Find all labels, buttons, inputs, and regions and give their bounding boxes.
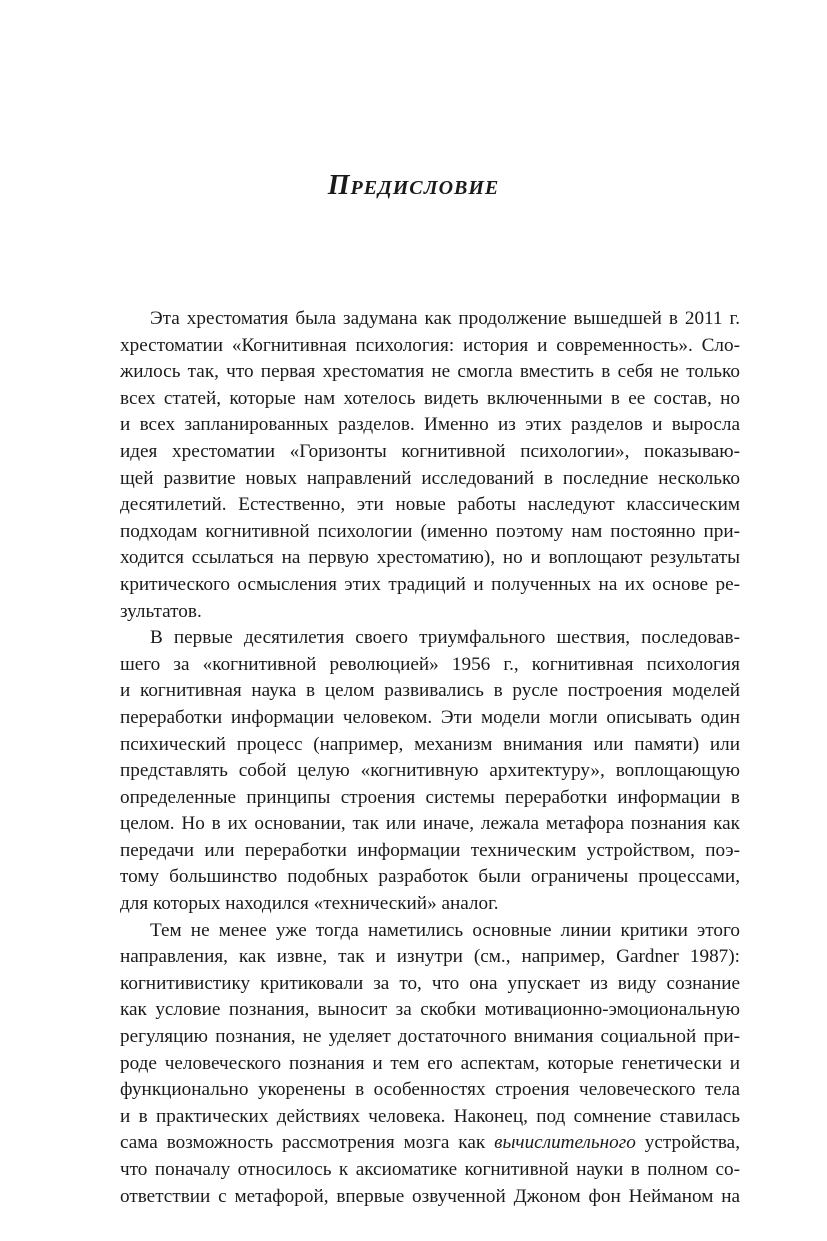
text-line: жилось так, что первая хрестоматия не смогла вместить в себя не только [120,361,740,383]
text-line: подходам когнитивной психологии (именно поэтому нам постоянно при- [120,520,740,542]
text-line: ответствии с метафорой, впервые озвученной Джоном фон Нейманом на [120,1185,740,1207]
text-line: переработки информации человеком. Эти модели могли описывать один [120,706,740,728]
body-text [90,306,740,1210]
text-line: всех статей, которые нам хотелось видеть включенными в ее состав, но [120,387,740,409]
text-line: Эта хрестоматия была задумана как продолжение вышедшей в 2011 г. [150,308,740,329]
text-line: определенные принципы строения системы переработки информации в [120,786,740,808]
text-line: и в практических действиях человека. Наконец, под сомнение ставилась [120,1105,740,1127]
emphasis-word: вычислительного [494,1132,636,1154]
page-title: Предисловие [327,170,500,201]
text-fragment: сама возможность рассмотрения мозга как [120,1132,495,1154]
text-line: и когнитивная наука в целом развивались в русле построения моделей [120,680,740,702]
text-line: В первые десятилетия своего триумфального шествия, последовав- [150,627,740,649]
text-line: Тем не менее уже тогда наметились основные линии критики этого [150,919,740,941]
text-line: идея хрестоматии «Горизонты когнитивной психологии», показываю- [120,440,740,462]
text-line: зультатов. [120,600,202,622]
text-line: передачи или переработки информации техническим устройством, поэ- [120,839,740,861]
text-line: хрестоматии «Когнитивная психология: история и современность». Сло- [120,334,740,356]
text-line: когнитивистику критиковали за то, что она упускает из виду сознание [120,972,740,994]
text-line: и всех запланированных разделов. Именно из этих разделов и выросла [120,414,740,436]
paragraph-3 [90,918,740,1211]
text-line: щей развитие новых направлений исследований в последние несколько [120,467,740,489]
text-line: как условие познания, выносит за скобки мотивационно-эмоциональную [120,999,740,1021]
text-line: что поначалу относилось к аксиоматике когнитивной науки в полном со- [120,1159,740,1180]
text-line-with-emphasis [90,1130,740,1157]
text-line: функционально укоренены в особенностях строения человеческого тела [120,1079,740,1101]
text-line: для которых находился «технический» аналог. [120,893,499,915]
text-line: психический процесс (например, механизм внимания или памяти) или [120,733,740,755]
text-line: представлять собой целую «когнитивную архитектуру», воплощающую [120,760,740,782]
text-line: роде человеческого познания и тем его аспектам, которые генетически и [120,1052,740,1074]
text-line: тому большинство подобных разработок были ограничены процессами, [120,866,740,888]
text-line: десятилетий. Естественно, эти новые работы наследуют классическим [120,494,740,516]
text-line: критического осмысления этих традиций и полученных на их основе ре- [120,573,740,595]
paragraph-1 [90,306,740,625]
text-line: ходится ссылаться на первую хрестоматию), но и воплощают результаты [120,547,740,569]
text-line: направления, как извне, так и изнутри (см., например, Gardner 1987): [120,946,740,968]
paragraph-2 [90,625,740,918]
text-line: регуляцию познания, не уделяет достаточного внимания социальной при- [120,1026,740,1048]
text-line: целом. Но в их основании, так или иначе, лежала метафора познания как [120,813,740,835]
text-line: шего за «когнитивной революцией» 1956 г., когнитивная психология [120,653,740,675]
text-fragment: устройства, [635,1132,740,1154]
